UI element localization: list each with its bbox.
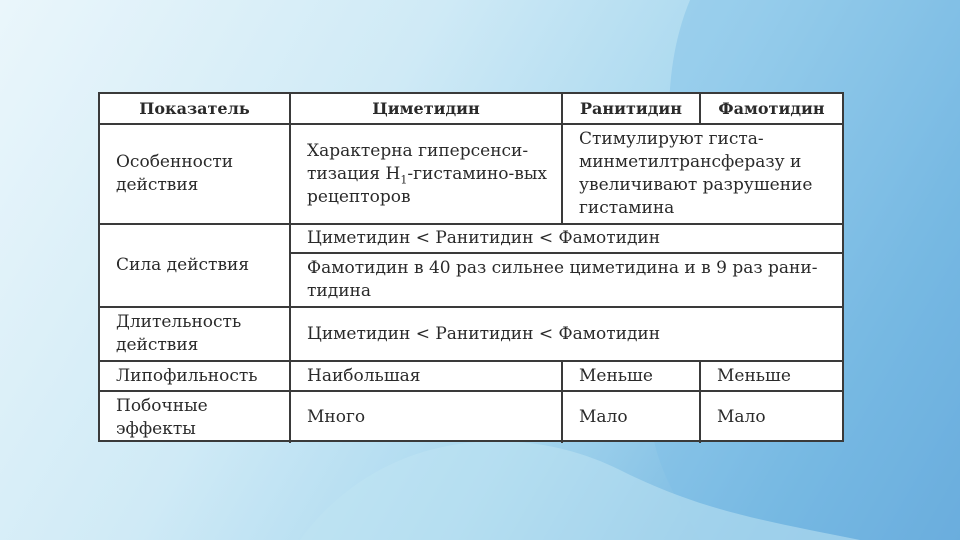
cell-lipophilicity-famotidine: Меньше <box>700 361 842 391</box>
cell-side-effects-cimetidine: Много <box>290 391 562 443</box>
features-cimetidine-text-post: -гистамино-вых рецепторов <box>307 163 547 207</box>
cell-side-effects-famotidine: Мало <box>700 391 842 443</box>
cell-lipophilicity-cimetidine: Наибольшая <box>290 361 562 391</box>
table-row-features <box>100 124 842 224</box>
cell-potency-order: Циметидин < Ранитидин < Фамотидин <box>290 224 842 253</box>
table-header-row <box>100 94 842 124</box>
features-cimetidine-text-pre: Характерна гиперсенси-тизация H <box>307 140 529 184</box>
cell-potency-note: Фамотидин в 40 раз сильнее циметидина и в 9 раз рани-тидина <box>290 253 842 307</box>
header-indicator: Показатель <box>100 94 290 124</box>
table-row-side-effects <box>100 391 842 443</box>
row-label-side-effects: Побочные эффекты <box>100 391 290 443</box>
header-famotidine: Фамотидин <box>700 94 842 124</box>
table-row-duration <box>100 307 842 361</box>
drug-comparison-table <box>98 92 844 442</box>
receptor-subscript: 1 <box>400 172 408 186</box>
table-row-potency-order <box>100 224 842 253</box>
cell-side-effects-ranitidine: Мало <box>562 391 700 443</box>
row-label-potency: Сила действия <box>100 224 290 307</box>
cell-lipophilicity-ranitidine: Меньше <box>562 361 700 391</box>
header-cimetidine: Циметидин <box>290 94 562 124</box>
header-ranitidine: Ранитидин <box>562 94 700 124</box>
table-row-lipophilicity <box>100 361 842 391</box>
cell-features-others: Стимулируют гиста-минметилтрансферазу и увеличивают разрушение гистамина <box>562 124 842 224</box>
row-label-duration: Длительность действия <box>100 307 290 361</box>
row-label-lipophilicity: Липофильность <box>100 361 290 391</box>
row-label-features: Особенности действия <box>100 124 290 224</box>
cell-features-cimetidine <box>290 124 562 224</box>
cell-duration-order: Циметидин < Ранитидин < Фамотидин <box>290 307 842 361</box>
